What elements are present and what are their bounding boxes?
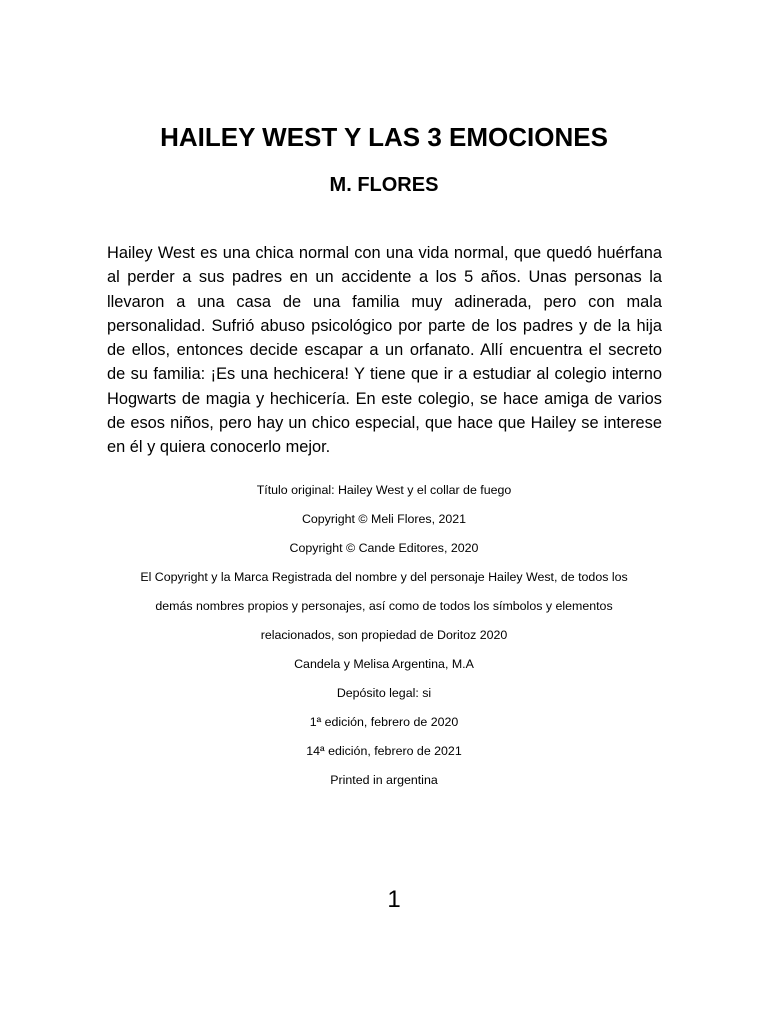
credit-line: demás nombres propios y personajes, así como de todos los símbolos y elementos (155, 599, 613, 613)
credit-line: El Copyright y la Marca Registrada del nombre y del personaje Hailey West, de todos los (140, 570, 628, 584)
credit-line: 1ª edición, febrero de 2020 (309, 715, 459, 729)
credit-line: Candela y Melisa Argentina, M.A (294, 657, 474, 671)
credit-line: Depósito legal: si (336, 686, 432, 700)
page-number: 1 (387, 886, 401, 913)
credit-line: Copyright © Cande Editores, 2020 (289, 541, 479, 555)
credit-line: Copyright © Meli Flores, 2021 (301, 512, 467, 526)
credit-line: Título original: Hailey West y el collar de fuego (256, 483, 512, 497)
credit-line: relacionados, son propiedad de Doritoz 2020 (260, 628, 508, 642)
credit-line: Printed in argentina (330, 773, 438, 787)
copyright-credits (100, 476, 668, 795)
book-title: HAILEY WEST Y LAS 3 EMOCIONES (160, 122, 608, 152)
credit-line: 14ª edición, febrero de 2021 (306, 744, 462, 758)
synopsis-paragraph: Hailey West es una chica normal con una vida normal, que quedó huérfana al perder a sus padres en un accidente a los 5 años. Unas personas la llevaron a una casa de una familia muy adinerada, pero con mala personalidad. Sufrió abuso psicológico por parte de los padres y de la hija de ellos, entonces decide escapar a un orfanato. Allí encuentra el secreto de su familia: ¡Es una hechicera! Y tiene que ir a estudiar al colegio interno Hogwarts de magia y hechicería. En este colegio, se hace amiga de varios de esos niños, pero hay un chico especial, que hace que Hailey se interese en él y quiera conocerlo mejor. (107, 244, 662, 457)
book-author: M. FLORES (329, 174, 439, 196)
